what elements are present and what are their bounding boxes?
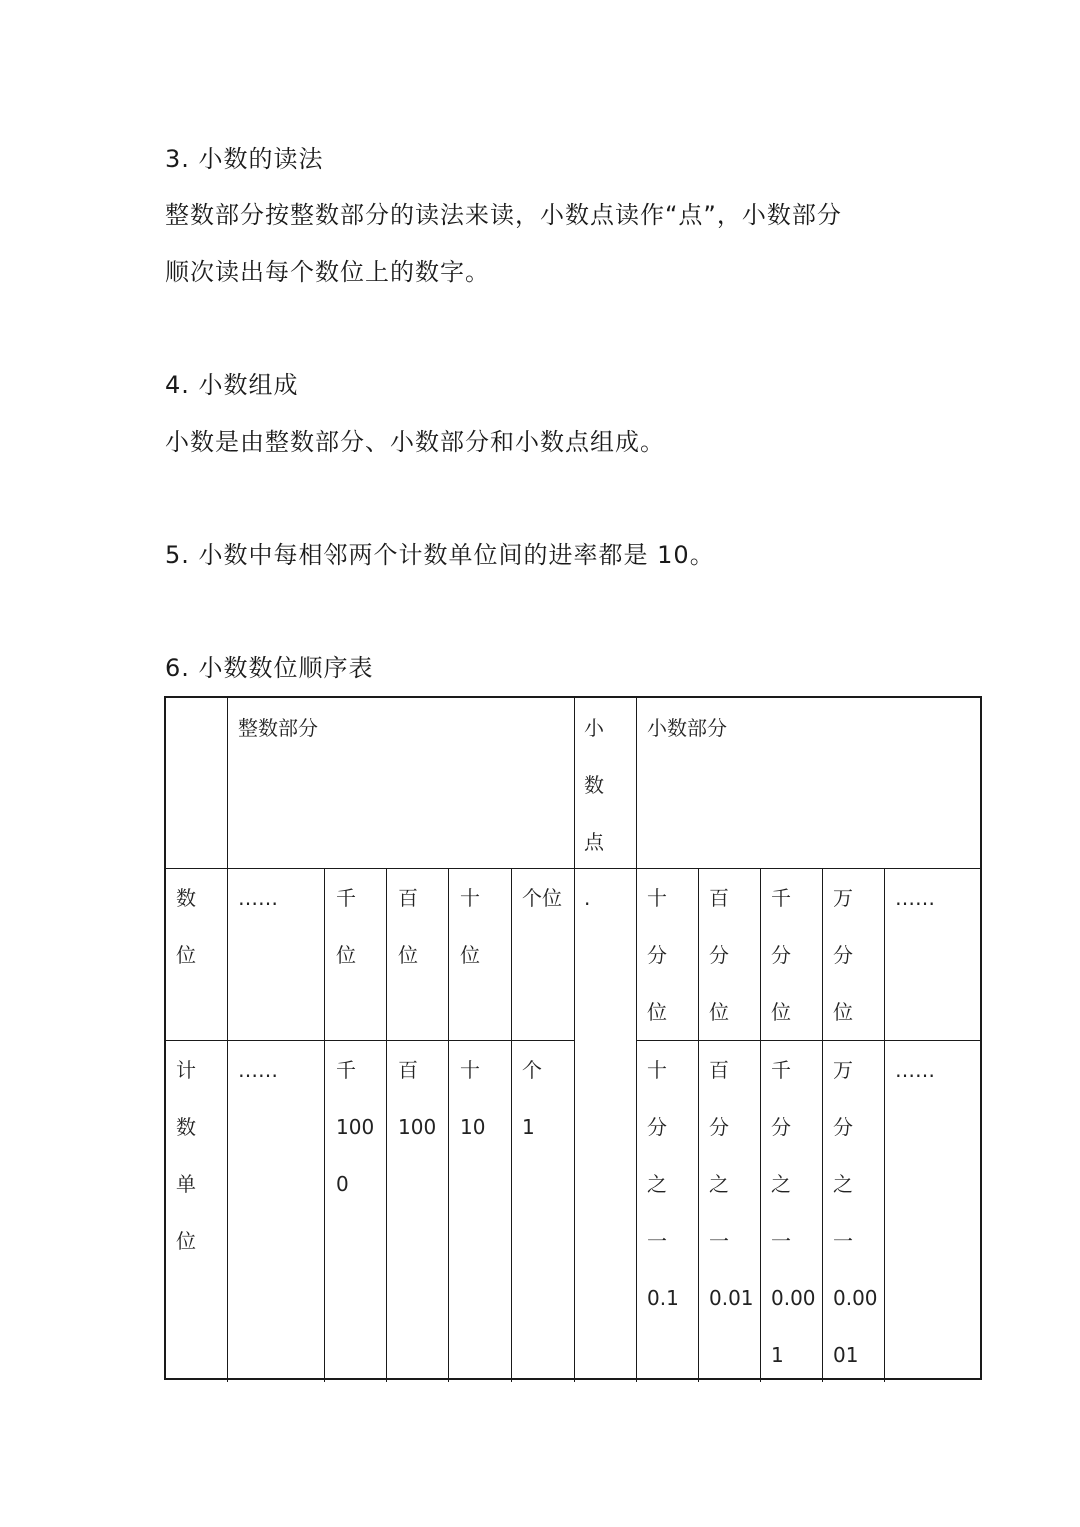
section6-heading: 6. 小数数位顺序表	[165, 654, 374, 682]
ellipsis-right: ……	[895, 1058, 935, 1082]
unit-baifen: 百 分 之 一 0.01	[709, 1058, 754, 1310]
decimal-place-table	[164, 696, 982, 1380]
col-divider	[448, 868, 449, 1382]
col-divider	[227, 698, 228, 1382]
place-qianfen: 千 分 位	[771, 886, 791, 1024]
col-divider	[386, 868, 387, 1382]
decimal-point-symbol: .	[584, 886, 591, 910]
unit-shifen: 十 分 之 一 0.1	[647, 1058, 679, 1310]
section3-text-line1: 整数部分按整数部分的读法来读，小数点读作“点”，小数部分	[165, 201, 842, 229]
col-divider	[511, 868, 512, 1382]
place-wanfen: 万 分 位	[833, 886, 853, 1024]
col-divider	[884, 868, 885, 1382]
place-shifen: 十 分 位	[647, 886, 667, 1024]
section5-heading: 5. 小数中每相邻两个计数单位间的进率都是 10。	[165, 541, 715, 569]
section3-heading: 3. 小数的读法	[165, 145, 324, 173]
unit-bai: 百 100	[398, 1058, 437, 1139]
col-divider	[324, 868, 325, 1382]
col-divider	[698, 868, 699, 1382]
decimal-point-header: 小 数 点	[584, 716, 604, 854]
unit-qianfen: 千 分 之 一 0.00 1	[771, 1058, 816, 1367]
ellipsis-left: ……	[238, 886, 278, 910]
col-divider	[636, 698, 637, 1382]
unit-wanfen: 万 分 之 一 0.00 01	[833, 1058, 878, 1367]
ellipsis-right: ……	[895, 886, 935, 910]
integer-part-header: 整数部分	[238, 716, 318, 740]
place-bai: 百 位	[398, 886, 418, 967]
section3-text-line2: 顺次读出每个数位上的数字。	[165, 258, 490, 286]
row-label-shuwei: 数 位	[176, 886, 196, 967]
place-shi: 十 位	[460, 886, 480, 967]
unit-shi: 十 10	[460, 1058, 486, 1139]
col-divider	[822, 868, 823, 1382]
place-ge: 个位	[522, 886, 562, 910]
ellipsis-left: ……	[238, 1058, 278, 1082]
row-divider	[636, 1040, 980, 1041]
col-divider	[760, 868, 761, 1382]
section4-text-line1: 小数是由整数部分、小数部分和小数点组成。	[165, 428, 665, 456]
unit-qian: 千 100 0	[336, 1058, 375, 1196]
unit-ge: 个 1	[522, 1058, 542, 1139]
place-baifen: 百 分 位	[709, 886, 729, 1024]
place-qian: 千 位	[336, 886, 356, 967]
section4-heading: 4. 小数组成	[165, 371, 299, 399]
decimal-part-header: 小数部分	[647, 716, 727, 740]
row-label-danwei: 计 数 单 位	[176, 1058, 196, 1253]
col-divider	[574, 698, 575, 1382]
row-divider	[166, 868, 980, 869]
